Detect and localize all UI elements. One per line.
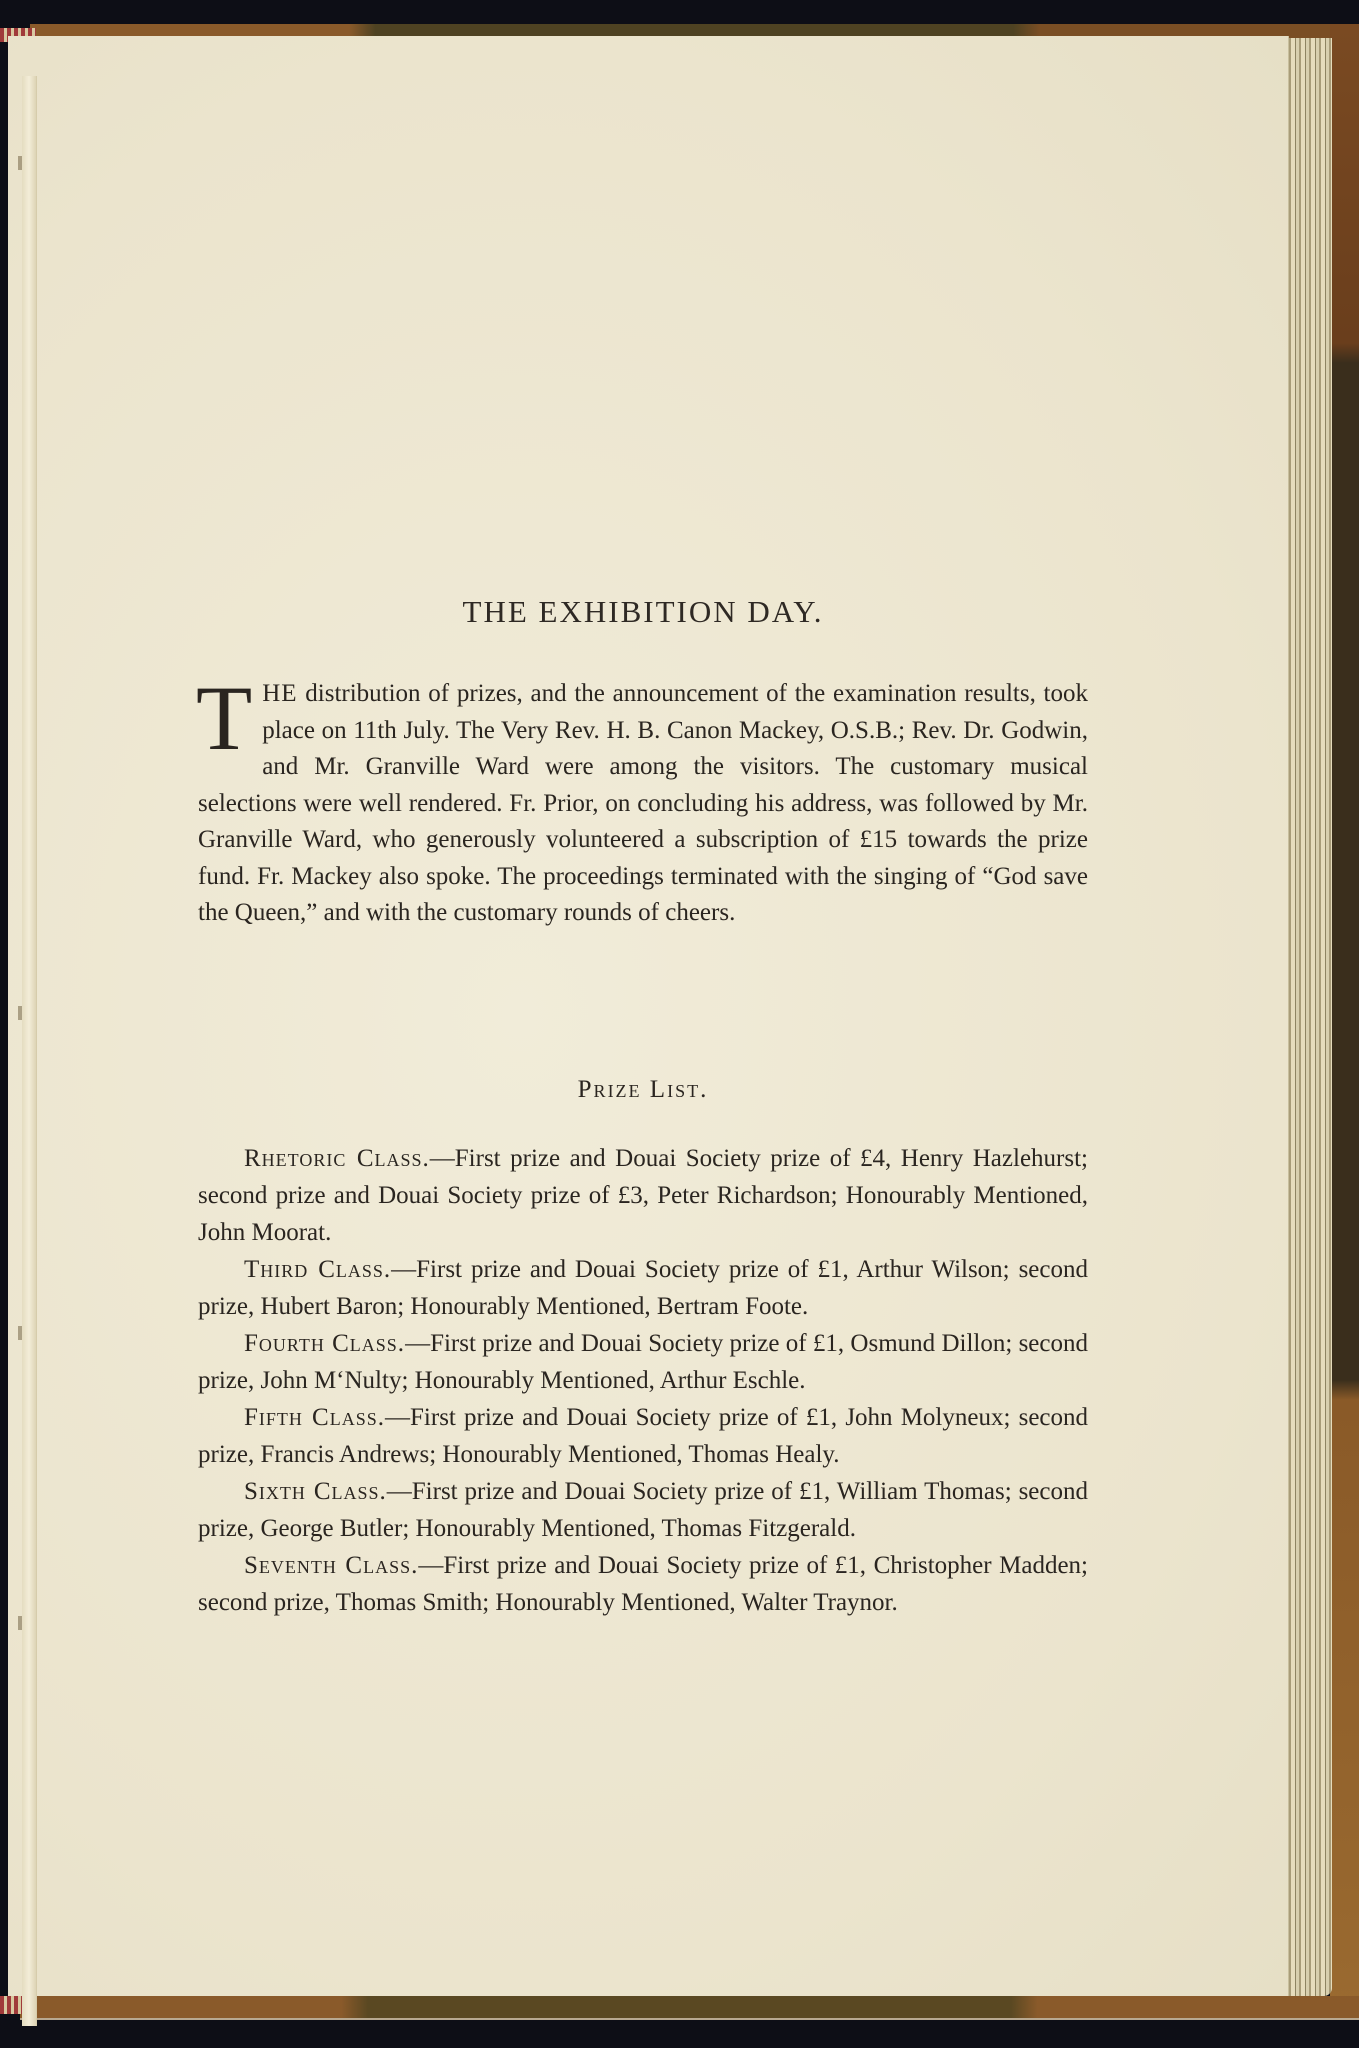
intro-text: distribution of prizes, and the announcement of the examination results, took place on 11th July. The Very Rev. H. B. Canon Mackey, O.S.B.; Rev. Dr. Godwin, and Mr. Granville Ward were among the visitors. The customary musical selections were well rendered. Fr. Prior, on concluding his address, was followed by Mr. Granville Ward, who generously volunteered a subscription of £15 towards the prize fund. Fr. Mackey also spoke. The proceedings terminated with the singing of “God save the Queen,” and with the customary rounds of cheers. [198, 680, 1088, 926]
intro-lead: HE [262, 680, 298, 707]
prize-text: —First prize and Douai Society prize of £1, William Thomas; second prize, George Butler; Honourably Mentioned, Thomas Fitzgerald. [198, 1478, 1088, 1542]
binding-thread [18, 1326, 22, 1340]
binding-thread [18, 1616, 22, 1630]
class-name: Third Class. [244, 1256, 392, 1283]
class-name: Rhetoric Class. [244, 1145, 430, 1172]
prize-entry-rhetoric [198, 1140, 1088, 1251]
class-name: Fourth Class. [244, 1330, 406, 1357]
prize-list-heading: Prize List. [577, 1076, 709, 1103]
book-page [8, 36, 1289, 1996]
intro-paragraph [196, 667, 1088, 932]
prize-text: —First prize and Douai Society prize of £1, Osmund Dillon; second prize, John M‘Nulty; Honourably Mentioned, Arthur Eschle. [198, 1330, 1088, 1394]
page-title: THE EXHIBITION DAY. [462, 594, 824, 629]
binding-thread [18, 156, 22, 170]
drop-cap: T [196, 667, 253, 769]
book-cover-bottom-edge [20, 1996, 1359, 2020]
class-name: Seventh Class. [244, 1552, 419, 1579]
prize-entry-sixth [198, 1473, 1088, 1547]
prize-entry-seventh [198, 1547, 1088, 1621]
prize-text: —First prize and Douai Society prize of £1, Christopher Madden; second prize, Thomas Smith; Honourably Mentioned, Walter Traynor. [198, 1552, 1088, 1616]
binding-thread [18, 1006, 22, 1020]
prize-entry-fifth [198, 1399, 1088, 1473]
prize-entry-third [198, 1251, 1088, 1325]
prize-text: —First prize and Douai Society prize of £4, Henry Hazlehurst; second prize and Douai Society prize of £3, Peter Richardson; Honourably Mentioned, John Moorat. [198, 1145, 1088, 1246]
prize-text: —First prize and Douai Society prize of £1, Arthur Wilson; second prize, Hubert Baron; Honourably Mentioned, Bertram Foote. [198, 1256, 1088, 1320]
binding-gutter [22, 76, 37, 2026]
prize-text: —First prize and Douai Society prize of £1, John Molyneux; second prize, Francis Andrews; Honourably Mentioned, Thomas Healy. [198, 1404, 1089, 1468]
prize-entry-fourth [198, 1325, 1088, 1399]
class-name: Fifth Class. [244, 1404, 386, 1431]
class-name: Sixth Class. [244, 1478, 387, 1505]
book-cover-right-edge [1330, 24, 1359, 2018]
prize-list [198, 1140, 1088, 1621]
